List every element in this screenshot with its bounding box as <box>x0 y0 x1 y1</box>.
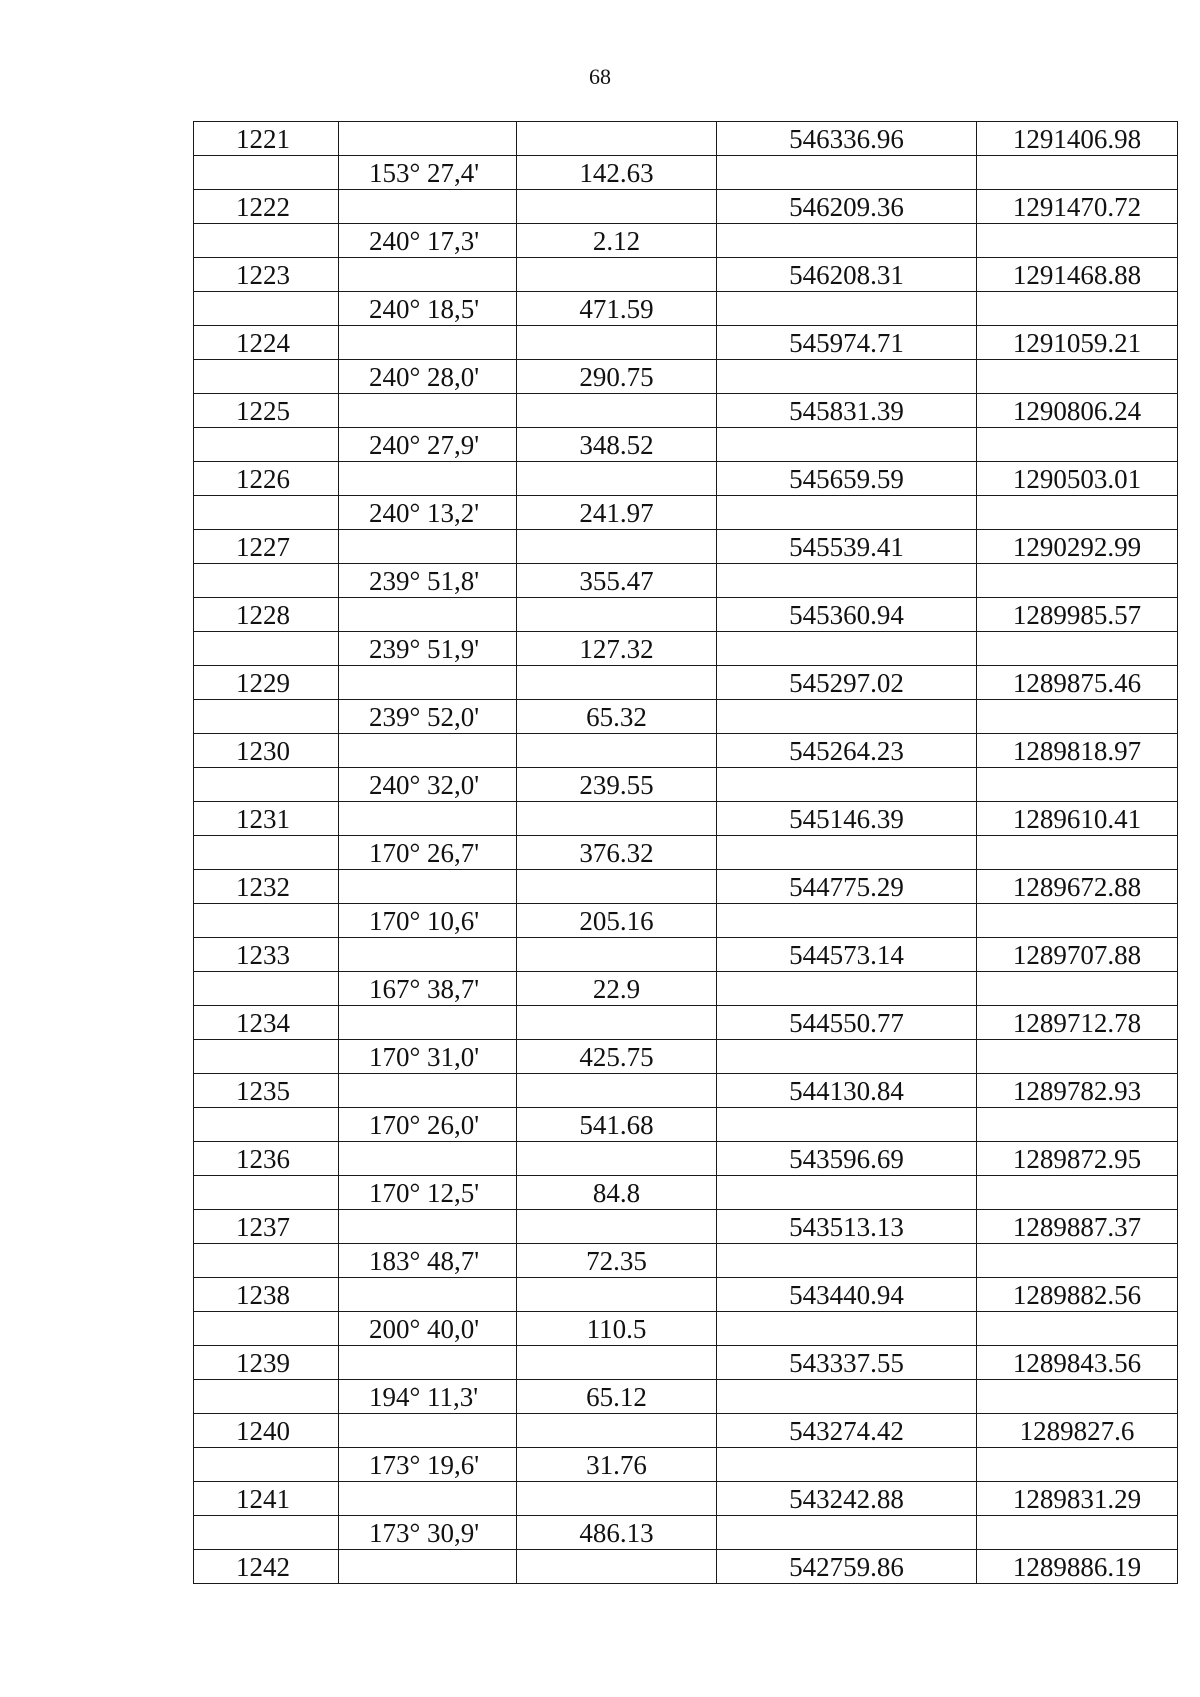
bearing-cell: 240° 18,5' <box>339 292 517 326</box>
y-coordinate-cell: 1289827.6 <box>977 1414 1178 1448</box>
y-coordinate-cell <box>977 496 1178 530</box>
bearing-cell: 170° 10,6' <box>339 904 517 938</box>
bearing-cell: 183° 48,7' <box>339 1244 517 1278</box>
y-coordinate-cell <box>977 1448 1178 1482</box>
table-row <box>194 190 1178 224</box>
coordinates-table <box>193 121 1178 1584</box>
table-row <box>194 802 1178 836</box>
point-number-cell <box>194 1108 339 1142</box>
y-coordinate-cell <box>977 1244 1178 1278</box>
y-coordinate-cell <box>977 564 1178 598</box>
distance-cell: 31.76 <box>517 1448 717 1482</box>
table-row <box>194 632 1178 666</box>
distance-cell: 348.52 <box>517 428 717 462</box>
y-coordinate-cell <box>977 972 1178 1006</box>
bearing-cell <box>339 938 517 972</box>
x-coordinate-cell: 543513.13 <box>717 1210 977 1244</box>
distance-cell <box>517 666 717 700</box>
y-coordinate-cell: 1289672.88 <box>977 870 1178 904</box>
bearing-cell <box>339 122 517 156</box>
bearing-cell: 240° 17,3' <box>339 224 517 258</box>
x-coordinate-cell: 544573.14 <box>717 938 977 972</box>
distance-cell: 376.32 <box>517 836 717 870</box>
bearing-cell: 200° 40,0' <box>339 1312 517 1346</box>
table-row <box>194 258 1178 292</box>
table-row <box>194 1312 1178 1346</box>
point-number-cell <box>194 1040 339 1074</box>
distance-cell <box>517 598 717 632</box>
bearing-cell: 240° 27,9' <box>339 428 517 462</box>
point-number-cell: 1242 <box>194 1550 339 1584</box>
table-row <box>194 360 1178 394</box>
table-row <box>194 394 1178 428</box>
bearing-cell: 239° 52,0' <box>339 700 517 734</box>
y-coordinate-cell: 1289712.78 <box>977 1006 1178 1040</box>
bearing-cell: 170° 26,7' <box>339 836 517 870</box>
y-coordinate-cell: 1289843.56 <box>977 1346 1178 1380</box>
bearing-cell <box>339 598 517 632</box>
x-coordinate-cell <box>717 156 977 190</box>
y-coordinate-cell: 1289872.95 <box>977 1142 1178 1176</box>
bearing-cell: 240° 28,0' <box>339 360 517 394</box>
table-row <box>194 1380 1178 1414</box>
x-coordinate-cell: 543440.94 <box>717 1278 977 1312</box>
table-row <box>194 156 1178 190</box>
x-coordinate-cell <box>717 1040 977 1074</box>
point-number-cell <box>194 496 339 530</box>
distance-cell: 205.16 <box>517 904 717 938</box>
table-row <box>194 428 1178 462</box>
bearing-cell: 173° 30,9' <box>339 1516 517 1550</box>
table-row <box>194 1482 1178 1516</box>
bearing-cell <box>339 870 517 904</box>
distance-cell: 239.55 <box>517 768 717 802</box>
y-coordinate-cell <box>977 632 1178 666</box>
x-coordinate-cell: 543337.55 <box>717 1346 977 1380</box>
point-number-cell: 1222 <box>194 190 339 224</box>
distance-cell <box>517 1482 717 1516</box>
table-row <box>194 1074 1178 1108</box>
point-number-cell <box>194 836 339 870</box>
table-row <box>194 836 1178 870</box>
distance-cell <box>517 1210 717 1244</box>
x-coordinate-cell <box>717 768 977 802</box>
x-coordinate-cell: 544550.77 <box>717 1006 977 1040</box>
point-number-cell <box>194 904 339 938</box>
distance-cell <box>517 530 717 564</box>
y-coordinate-cell: 1291468.88 <box>977 258 1178 292</box>
x-coordinate-cell <box>717 1312 977 1346</box>
distance-cell <box>517 258 717 292</box>
x-coordinate-cell <box>717 1244 977 1278</box>
table-row <box>194 496 1178 530</box>
distance-cell <box>517 1550 717 1584</box>
table-row <box>194 462 1178 496</box>
point-number-cell <box>194 700 339 734</box>
point-number-cell: 1232 <box>194 870 339 904</box>
point-number-cell <box>194 292 339 326</box>
distance-cell: 471.59 <box>517 292 717 326</box>
point-number-cell: 1225 <box>194 394 339 428</box>
table-row <box>194 972 1178 1006</box>
y-coordinate-cell <box>977 904 1178 938</box>
x-coordinate-cell <box>717 496 977 530</box>
x-coordinate-cell: 546209.36 <box>717 190 977 224</box>
x-coordinate-cell: 545659.59 <box>717 462 977 496</box>
y-coordinate-cell: 1289882.56 <box>977 1278 1178 1312</box>
point-number-cell: 1237 <box>194 1210 339 1244</box>
table-row <box>194 768 1178 802</box>
point-number-cell: 1228 <box>194 598 339 632</box>
bearing-cell <box>339 1482 517 1516</box>
bearing-cell: 153° 27,4' <box>339 156 517 190</box>
bearing-cell <box>339 190 517 224</box>
bearing-cell: 240° 13,2' <box>339 496 517 530</box>
point-number-cell: 1227 <box>194 530 339 564</box>
table-row <box>194 870 1178 904</box>
distance-cell <box>517 1074 717 1108</box>
bearing-cell <box>339 1346 517 1380</box>
distance-cell: 84.8 <box>517 1176 717 1210</box>
y-coordinate-cell <box>977 360 1178 394</box>
distance-cell <box>517 938 717 972</box>
x-coordinate-cell <box>717 972 977 1006</box>
bearing-cell <box>339 1006 517 1040</box>
table-row <box>194 122 1178 156</box>
distance-cell: 22.9 <box>517 972 717 1006</box>
y-coordinate-cell: 1289875.46 <box>977 666 1178 700</box>
distance-cell: 486.13 <box>517 1516 717 1550</box>
y-coordinate-cell: 1290806.24 <box>977 394 1178 428</box>
table-row <box>194 1550 1178 1584</box>
bearing-cell <box>339 326 517 360</box>
x-coordinate-cell <box>717 1108 977 1142</box>
point-number-cell <box>194 428 339 462</box>
point-number-cell <box>194 224 339 258</box>
x-coordinate-cell <box>717 360 977 394</box>
bearing-cell <box>339 1278 517 1312</box>
x-coordinate-cell <box>717 1516 977 1550</box>
distance-cell <box>517 394 717 428</box>
y-coordinate-cell <box>977 1380 1178 1414</box>
x-coordinate-cell <box>717 904 977 938</box>
x-coordinate-cell <box>717 700 977 734</box>
table-row <box>194 666 1178 700</box>
x-coordinate-cell <box>717 1176 977 1210</box>
y-coordinate-cell <box>977 836 1178 870</box>
x-coordinate-cell: 546208.31 <box>717 258 977 292</box>
bearing-cell <box>339 666 517 700</box>
table-row <box>194 292 1178 326</box>
table-row <box>194 1244 1178 1278</box>
distance-cell: 541.68 <box>517 1108 717 1142</box>
x-coordinate-cell: 545974.71 <box>717 326 977 360</box>
bearing-cell: 170° 12,5' <box>339 1176 517 1210</box>
point-number-cell <box>194 1244 339 1278</box>
table-row <box>194 1516 1178 1550</box>
table-row <box>194 1414 1178 1448</box>
bearing-cell: 239° 51,8' <box>339 564 517 598</box>
point-number-cell <box>194 1448 339 1482</box>
y-coordinate-cell: 1291406.98 <box>977 122 1178 156</box>
point-number-cell: 1230 <box>194 734 339 768</box>
x-coordinate-cell: 545360.94 <box>717 598 977 632</box>
distance-cell: 142.63 <box>517 156 717 190</box>
table-row <box>194 734 1178 768</box>
x-coordinate-cell <box>717 224 977 258</box>
bearing-cell: 194° 11,3' <box>339 1380 517 1414</box>
table-row <box>194 564 1178 598</box>
table-row <box>194 530 1178 564</box>
y-coordinate-cell: 1289985.57 <box>977 598 1178 632</box>
x-coordinate-cell: 545264.23 <box>717 734 977 768</box>
bearing-cell <box>339 394 517 428</box>
distance-cell: 241.97 <box>517 496 717 530</box>
y-coordinate-cell <box>977 1108 1178 1142</box>
bearing-cell <box>339 530 517 564</box>
x-coordinate-cell <box>717 1380 977 1414</box>
distance-cell: 127.32 <box>517 632 717 666</box>
point-number-cell: 1224 <box>194 326 339 360</box>
table-row <box>194 1040 1178 1074</box>
table-row <box>194 1210 1178 1244</box>
y-coordinate-cell: 1290292.99 <box>977 530 1178 564</box>
point-number-cell: 1233 <box>194 938 339 972</box>
y-coordinate-cell: 1289831.29 <box>977 1482 1178 1516</box>
bearing-cell: 239° 51,9' <box>339 632 517 666</box>
coordinates-table-body <box>194 122 1178 1584</box>
y-coordinate-cell <box>977 1516 1178 1550</box>
y-coordinate-cell <box>977 1040 1178 1074</box>
table-row <box>194 598 1178 632</box>
y-coordinate-cell <box>977 700 1178 734</box>
point-number-cell: 1239 <box>194 1346 339 1380</box>
distance-cell <box>517 1006 717 1040</box>
x-coordinate-cell <box>717 428 977 462</box>
bearing-cell <box>339 802 517 836</box>
y-coordinate-cell: 1289707.88 <box>977 938 1178 972</box>
point-number-cell: 1231 <box>194 802 339 836</box>
distance-cell <box>517 734 717 768</box>
bearing-cell <box>339 1074 517 1108</box>
y-coordinate-cell: 1289610.41 <box>977 802 1178 836</box>
distance-cell: 290.75 <box>517 360 717 394</box>
point-number-cell: 1238 <box>194 1278 339 1312</box>
distance-cell <box>517 802 717 836</box>
table-row <box>194 700 1178 734</box>
bearing-cell: 167° 38,7' <box>339 972 517 1006</box>
table-row <box>194 1108 1178 1142</box>
point-number-cell <box>194 360 339 394</box>
point-number-cell: 1234 <box>194 1006 339 1040</box>
point-number-cell <box>194 632 339 666</box>
bearing-cell <box>339 1550 517 1584</box>
x-coordinate-cell: 545297.02 <box>717 666 977 700</box>
page-number: 68 <box>589 64 611 89</box>
point-number-cell <box>194 564 339 598</box>
point-number-cell <box>194 1312 339 1346</box>
table-row <box>194 1176 1178 1210</box>
distance-cell: 65.32 <box>517 700 717 734</box>
table-row <box>194 326 1178 360</box>
point-number-cell <box>194 1176 339 1210</box>
point-number-cell <box>194 1380 339 1414</box>
point-number-cell: 1236 <box>194 1142 339 1176</box>
y-coordinate-cell: 1290503.01 <box>977 462 1178 496</box>
distance-cell <box>517 190 717 224</box>
y-coordinate-cell: 1289818.97 <box>977 734 1178 768</box>
bearing-cell <box>339 1414 517 1448</box>
y-coordinate-cell: 1289886.19 <box>977 1550 1178 1584</box>
y-coordinate-cell <box>977 428 1178 462</box>
distance-cell: 110.5 <box>517 1312 717 1346</box>
x-coordinate-cell: 545146.39 <box>717 802 977 836</box>
x-coordinate-cell: 545831.39 <box>717 394 977 428</box>
x-coordinate-cell: 544775.29 <box>717 870 977 904</box>
x-coordinate-cell: 542759.86 <box>717 1550 977 1584</box>
distance-cell <box>517 870 717 904</box>
x-coordinate-cell: 543596.69 <box>717 1142 977 1176</box>
table-row <box>194 904 1178 938</box>
x-coordinate-cell <box>717 292 977 326</box>
point-number-cell: 1240 <box>194 1414 339 1448</box>
distance-cell <box>517 122 717 156</box>
table-row <box>194 1006 1178 1040</box>
y-coordinate-cell: 1291059.21 <box>977 326 1178 360</box>
y-coordinate-cell <box>977 1312 1178 1346</box>
y-coordinate-cell <box>977 1176 1178 1210</box>
distance-cell <box>517 326 717 360</box>
table-row <box>194 1142 1178 1176</box>
bearing-cell <box>339 1210 517 1244</box>
point-number-cell: 1235 <box>194 1074 339 1108</box>
distance-cell: 65.12 <box>517 1380 717 1414</box>
point-number-cell <box>194 156 339 190</box>
x-coordinate-cell: 544130.84 <box>717 1074 977 1108</box>
distance-cell <box>517 462 717 496</box>
table-row <box>194 1448 1178 1482</box>
y-coordinate-cell: 1289887.37 <box>977 1210 1178 1244</box>
bearing-cell: 170° 31,0' <box>339 1040 517 1074</box>
x-coordinate-cell <box>717 836 977 870</box>
distance-cell: 355.47 <box>517 564 717 598</box>
y-coordinate-cell <box>977 224 1178 258</box>
x-coordinate-cell: 545539.41 <box>717 530 977 564</box>
point-number-cell: 1223 <box>194 258 339 292</box>
bearing-cell: 240° 32,0' <box>339 768 517 802</box>
point-number-cell: 1241 <box>194 1482 339 1516</box>
bearing-cell <box>339 734 517 768</box>
x-coordinate-cell: 546336.96 <box>717 122 977 156</box>
x-coordinate-cell: 543274.42 <box>717 1414 977 1448</box>
point-number-cell: 1229 <box>194 666 339 700</box>
distance-cell: 2.12 <box>517 224 717 258</box>
y-coordinate-cell: 1291470.72 <box>977 190 1178 224</box>
bearing-cell <box>339 462 517 496</box>
point-number-cell <box>194 972 339 1006</box>
distance-cell <box>517 1346 717 1380</box>
point-number-cell: 1221 <box>194 122 339 156</box>
table-row <box>194 224 1178 258</box>
x-coordinate-cell: 543242.88 <box>717 1482 977 1516</box>
bearing-cell <box>339 1142 517 1176</box>
point-number-cell <box>194 768 339 802</box>
bearing-cell: 170° 26,0' <box>339 1108 517 1142</box>
y-coordinate-cell <box>977 156 1178 190</box>
x-coordinate-cell <box>717 632 977 666</box>
distance-cell <box>517 1278 717 1312</box>
distance-cell: 72.35 <box>517 1244 717 1278</box>
distance-cell <box>517 1142 717 1176</box>
point-number-cell: 1226 <box>194 462 339 496</box>
x-coordinate-cell <box>717 1448 977 1482</box>
x-coordinate-cell <box>717 564 977 598</box>
distance-cell <box>517 1414 717 1448</box>
bearing-cell: 173° 19,6' <box>339 1448 517 1482</box>
bearing-cell <box>339 258 517 292</box>
table-row <box>194 1346 1178 1380</box>
y-coordinate-cell <box>977 292 1178 326</box>
table-row <box>194 1278 1178 1312</box>
distance-cell: 425.75 <box>517 1040 717 1074</box>
y-coordinate-cell <box>977 768 1178 802</box>
y-coordinate-cell: 1289782.93 <box>977 1074 1178 1108</box>
point-number-cell <box>194 1516 339 1550</box>
table-row <box>194 938 1178 972</box>
